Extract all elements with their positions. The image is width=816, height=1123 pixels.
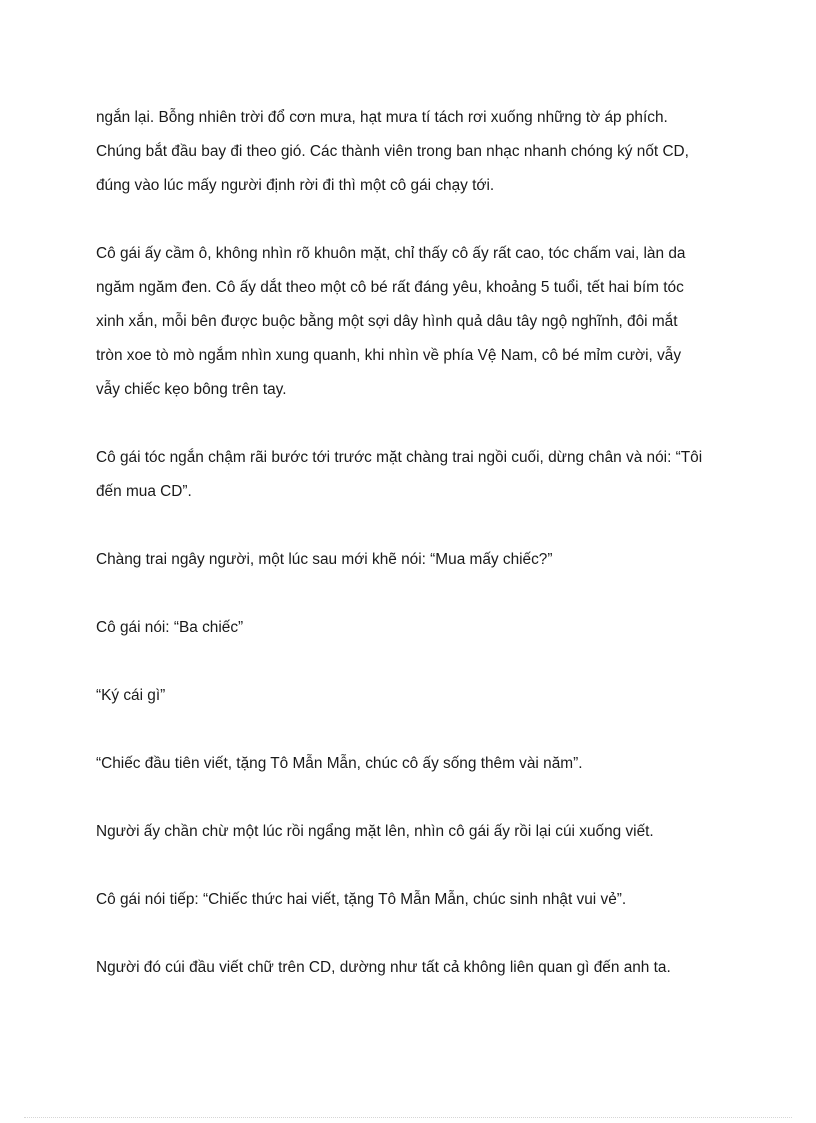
paragraph-3 (96, 441, 736, 509)
text-line: ngắn lại. Bỗng nhiên trời đổ cơn mưa, hạt mưa tí tách rơi xuống những tờ áp phích. (96, 109, 668, 126)
paragraph-7 (96, 747, 736, 781)
paragraph-gap (96, 203, 736, 237)
paragraph-10 (96, 951, 736, 985)
text-line: xinh xắn, mỗi bên được buộc bằng một sợi dây hình quả dâu tây ngộ nghĩnh, đôi mắt (96, 313, 678, 330)
paragraph-1 (96, 101, 736, 203)
paragraph-gap (96, 509, 736, 543)
paragraph-gap (96, 849, 736, 883)
text-line: “Ký cái gì” (96, 687, 166, 704)
paragraph-9 (96, 883, 736, 917)
text-line: Cô gái tóc ngắn chậm rãi bước tới trước mặt chàng trai ngồi cuối, dừng chân và nói: “Tôi (96, 449, 703, 466)
paragraph-gap (96, 917, 736, 951)
paragraph-gap (96, 577, 736, 611)
page-bottom-divider (24, 1117, 792, 1118)
paragraph-6 (96, 679, 736, 713)
text-line: Chúng bắt đầu bay đi theo gió. Các thành viên trong ban nhạc nhanh chóng ký nốt CD, (96, 143, 689, 160)
paragraph-gap (96, 713, 736, 747)
paragraph-2 (96, 237, 736, 407)
text-line: Chàng trai ngây người, một lúc sau mới khẽ nói: “Mua mấy chiếc?” (96, 551, 553, 568)
text-line: Người ấy chần chừ một lúc rồi ngẩng mặt lên, nhìn cô gái ấy rồi lại cúi xuống viết. (96, 823, 654, 840)
text-line: “Chiếc đầu tiên viết, tặng Tô Mẫn Mẫn, chúc cô ấy sống thêm vài năm”. (96, 755, 583, 772)
text-line: Người đó cúi đầu viết chữ trên CD, dường như tất cả không liên quan gì đến anh ta. (96, 959, 671, 976)
text-line: tròn xoe tò mò ngắm nhìn xung quanh, khi nhìn về phía Vệ Nam, cô bé mỉm cười, vẫy (96, 347, 682, 364)
document-body (96, 101, 736, 985)
paragraph-gap (96, 645, 736, 679)
paragraph-gap (96, 407, 736, 441)
text-line: đúng vào lúc mấy người định rời đi thì một cô gái chạy tới. (96, 177, 495, 194)
text-line: vẫy chiếc kẹo bông trên tay. (96, 381, 287, 398)
text-line: ngăm ngăm đen. Cô ấy dắt theo một cô bé rất đáng yêu, khoảng 5 tuổi, tết hai bím tóc (96, 279, 684, 296)
paragraph-8 (96, 815, 736, 849)
text-line: Cô gái ấy cầm ô, không nhìn rõ khuôn mặt, chỉ thấy cô ấy rất cao, tóc chấm vai, làn da (96, 245, 686, 262)
text-line: đến mua CD”. (96, 483, 192, 500)
paragraph-5 (96, 611, 736, 645)
paragraph-gap (96, 781, 736, 815)
paragraph-4 (96, 543, 736, 577)
text-line: Cô gái nói: “Ba chiếc” (96, 619, 244, 636)
text-line: Cô gái nói tiếp: “Chiếc thức hai viết, tặng Tô Mẫn Mẫn, chúc sinh nhật vui vẻ”. (96, 891, 627, 908)
